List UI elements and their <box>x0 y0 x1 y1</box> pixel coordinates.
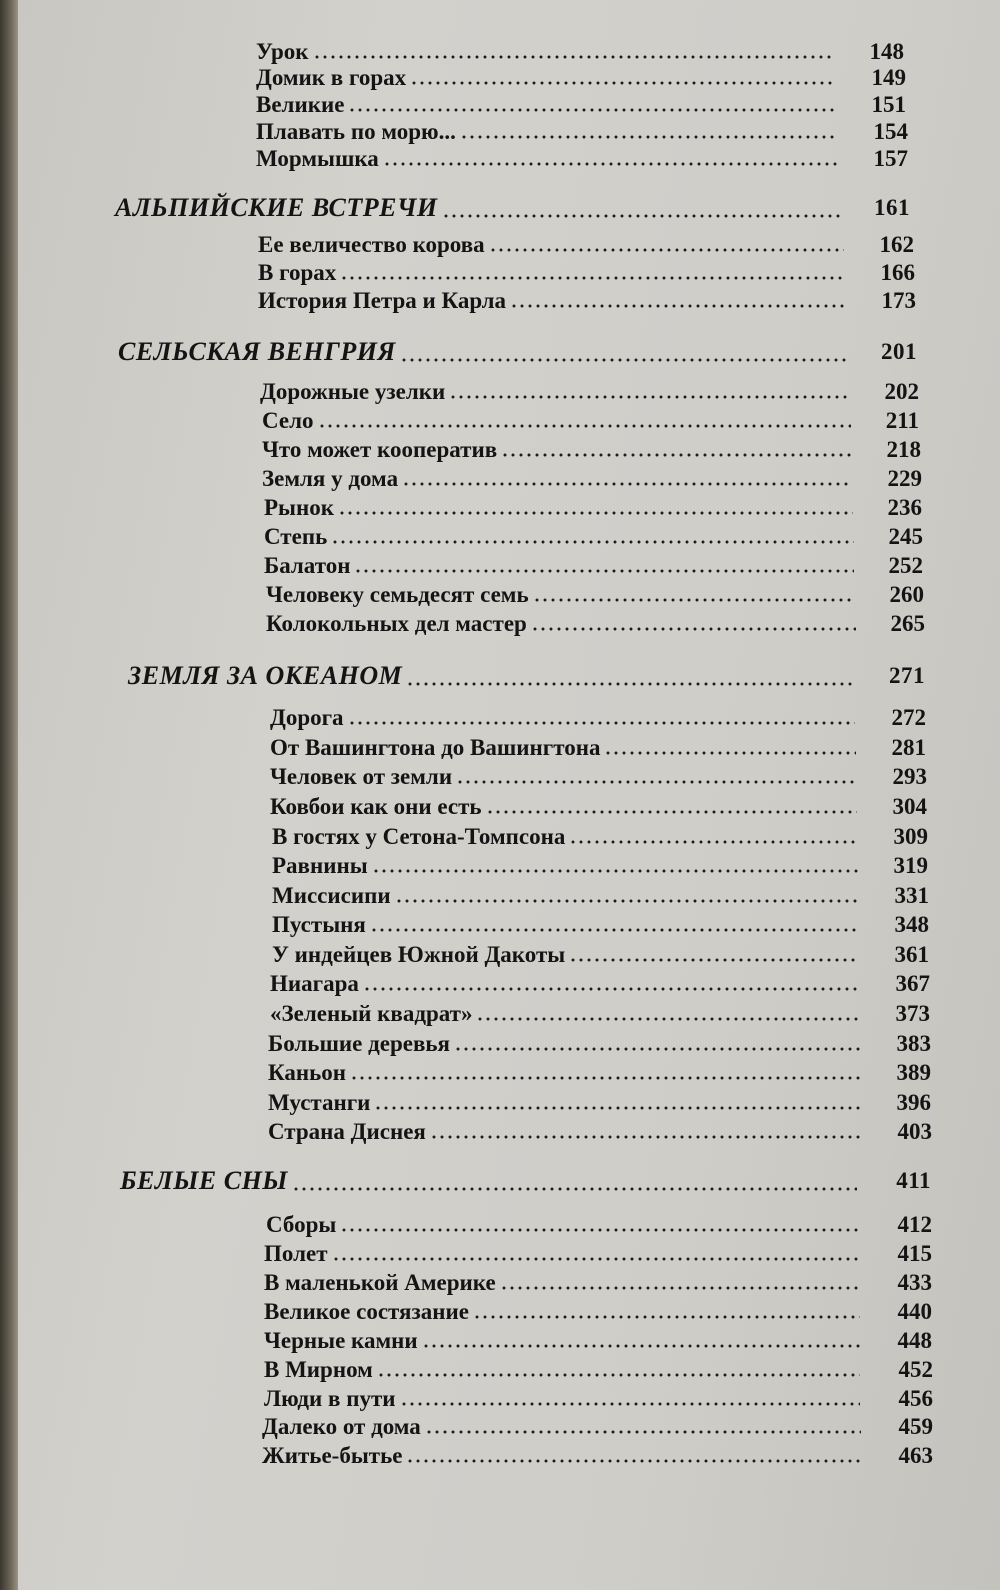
toc-entry-page-number: 304 <box>892 794 927 819</box>
section-heading-title: АЛЬПИЙСКИЕ ВСТРЕЧИ <box>115 193 438 222</box>
toc-entry-page-number: 448 <box>897 1328 932 1353</box>
toc-entry <box>264 522 923 550</box>
toc-entry <box>262 1412 933 1440</box>
dot-leader <box>340 1228 858 1232</box>
toc-entry <box>272 822 928 850</box>
toc-entry-page-number: 331 <box>894 883 929 908</box>
toc-entry-page-number: 383 <box>896 1031 931 1056</box>
dot-leader <box>331 540 853 544</box>
toc-entry-page-number: 245 <box>888 524 923 549</box>
toc-entry-page-number: 348 <box>894 912 929 937</box>
dot-leader <box>338 511 852 515</box>
dot-leader <box>531 627 856 631</box>
dot-leader <box>449 395 848 399</box>
toc-entry <box>264 1355 933 1383</box>
toc-entry-page-number: 229 <box>887 466 922 491</box>
toc-entry-title: Далеко от дома <box>262 1414 421 1439</box>
toc-entry <box>258 230 914 258</box>
toc-entry-title: Каньон <box>268 1060 347 1085</box>
dot-leader <box>473 1315 860 1319</box>
toc-entry-title: Домик в горах <box>256 65 407 90</box>
dot-leader <box>425 1430 861 1434</box>
toc-entry <box>270 999 930 1027</box>
toc-entry-page-number: 459 <box>898 1414 933 1439</box>
toc-entry <box>270 703 926 731</box>
dot-leader <box>292 1187 857 1191</box>
dot-leader <box>489 248 844 252</box>
toc-entry <box>264 1239 932 1267</box>
toc-entry-title: Земля у дома <box>262 466 399 491</box>
dot-leader <box>313 55 834 59</box>
toc-entry <box>270 969 930 997</box>
toc-entry-page-number: 440 <box>897 1299 932 1324</box>
toc-entry-title: Пустыня <box>272 912 366 937</box>
toc-entry-page-number: 412 <box>897 1212 932 1237</box>
dot-leader <box>454 1047 860 1051</box>
toc-entry-page-number: 396 <box>896 1090 931 1115</box>
dot-leader <box>402 482 851 486</box>
toc-entry-title: Балатон <box>264 553 351 578</box>
toc-entry <box>264 1326 932 1354</box>
dot-leader <box>406 1459 860 1463</box>
dot-leader <box>604 751 855 755</box>
toc-entry <box>262 435 921 463</box>
toc-entry-page-number: 211 <box>885 408 919 433</box>
toc-entry <box>266 580 924 608</box>
toc-entry <box>262 1441 933 1469</box>
toc-entry-title: Великое состязание <box>264 1299 469 1324</box>
toc-entry <box>260 377 919 405</box>
toc-entry-page-number: 166 <box>880 260 915 285</box>
toc-entry-page-number: 151 <box>871 92 906 117</box>
dot-leader <box>350 1076 859 1080</box>
toc-entry <box>258 286 916 314</box>
dot-leader <box>363 987 860 991</box>
toc-entry-title: Рынок <box>264 495 335 520</box>
toc-entry-title: Страна Диснея <box>268 1119 426 1144</box>
toc-entry-page-number: 309 <box>893 824 928 849</box>
toc-entry <box>270 733 926 761</box>
toc-entry <box>270 792 927 820</box>
toc-entry <box>268 1117 932 1145</box>
toc-entry <box>258 258 915 286</box>
toc-entry-page-number: 265 <box>890 611 925 636</box>
dot-leader <box>374 1106 860 1110</box>
toc-entry-page-number: 149 <box>871 65 906 90</box>
toc-entry-title: История Петра и Карла <box>258 288 507 313</box>
toc-entry <box>268 1088 931 1116</box>
toc-entry-title: Ковбои как они есть <box>270 794 482 819</box>
toc-entry-title: Ее величество корова <box>258 232 485 257</box>
toc-entry <box>268 1058 931 1086</box>
toc-entry <box>256 90 906 118</box>
toc-entry-page-number: 367 <box>895 971 930 996</box>
toc-entry-title: Колокольных дел мастер <box>266 611 527 636</box>
toc-entry <box>256 117 908 145</box>
toc-entry <box>264 493 922 521</box>
toc-entry-title: Люди в пути <box>264 1386 396 1411</box>
toc-entry-title: Урок <box>256 39 309 64</box>
dot-leader <box>395 899 859 903</box>
toc-entry-page-number: 403 <box>897 1119 932 1144</box>
toc-entry <box>266 1210 932 1238</box>
dot-leader <box>442 214 840 218</box>
toc-entry <box>270 762 927 790</box>
dot-leader <box>422 1344 860 1348</box>
section-heading <box>118 336 917 368</box>
toc-entry <box>262 464 922 492</box>
toc-entry-title: У индейцев Южной Дакоты <box>272 942 566 967</box>
dot-leader <box>533 598 855 602</box>
toc-entry-title: Миссисипи <box>272 883 391 908</box>
dot-leader <box>569 958 858 962</box>
toc-entry-page-number: 319 <box>893 853 928 878</box>
toc-entry-title: В гостях у Сетона-Томпсона <box>272 824 566 849</box>
dot-leader <box>400 358 846 362</box>
toc-entry-page-number: 415 <box>897 1241 932 1266</box>
toc-entry-title: Ниагара <box>270 971 359 996</box>
dot-leader <box>406 682 852 686</box>
section-heading-page-number: 161 <box>874 195 910 220</box>
toc-entry-page-number: 236 <box>887 495 922 520</box>
toc-entry-title: Черные камни <box>264 1328 418 1353</box>
section-heading-title: БЕЛЫЕ СНЫ <box>120 1166 289 1195</box>
toc-entry-title: В маленькой Америке <box>264 1270 496 1295</box>
dot-leader <box>370 928 859 932</box>
dot-leader <box>456 780 855 784</box>
section-heading-page-number: 411 <box>896 1168 931 1193</box>
toc-entry-page-number: 252 <box>888 553 923 578</box>
toc-entry-page-number: 260 <box>889 582 924 607</box>
toc-entry-page-number: 218 <box>886 437 921 462</box>
toc-entry-title: «Зеленый квадрат» <box>270 1001 473 1026</box>
toc-entry-page-number: 162 <box>879 232 914 257</box>
section-heading <box>115 192 910 224</box>
dot-leader <box>410 81 834 85</box>
toc-entry-title: Дорожные узелки <box>260 379 446 404</box>
toc-entry <box>266 609 925 637</box>
toc-entry-title: Житье-бытье <box>262 1443 403 1468</box>
toc-entry-page-number: 433 <box>897 1270 932 1295</box>
toc-entry-title: Великие <box>256 92 345 117</box>
toc-entry-page-number: 272 <box>891 705 926 730</box>
dot-leader <box>501 453 850 457</box>
toc-entry-title: В горах <box>258 260 337 285</box>
section-heading <box>128 660 925 692</box>
dot-leader <box>510 304 845 308</box>
toc-entry-title: Плавать по морю... <box>256 119 456 144</box>
toc-entry-page-number: 173 <box>881 288 916 313</box>
toc-entry-page-number: 361 <box>894 942 929 967</box>
toc-entry-title: Полет <box>264 1241 328 1266</box>
toc-entry <box>262 406 919 434</box>
toc-entry-title: Мормышка <box>256 146 379 171</box>
dot-leader <box>430 1135 861 1139</box>
dot-leader <box>348 108 835 112</box>
dot-leader <box>500 1286 859 1290</box>
toc-entry <box>268 1029 931 1057</box>
toc-entry-page-number: 157 <box>873 146 908 171</box>
toc-entry <box>272 910 929 938</box>
section-heading-title: СЕЛЬСКАЯ ВЕНГРИЯ <box>118 337 396 366</box>
toc-entry-title: Степь <box>264 524 328 549</box>
toc-entry <box>264 1268 932 1296</box>
dot-leader <box>372 869 858 873</box>
dot-leader <box>377 1373 860 1377</box>
toc-entry-page-number: 202 <box>884 379 919 404</box>
dot-leader <box>332 1257 859 1261</box>
toc-entry <box>264 551 923 579</box>
toc-entry <box>272 940 929 968</box>
toc-entry-title: Дорога <box>270 705 344 730</box>
dot-leader <box>318 424 851 428</box>
toc-entry-title: Село <box>262 408 314 433</box>
dot-leader <box>476 1017 859 1021</box>
toc-entry <box>256 63 906 91</box>
dot-leader <box>340 276 843 280</box>
section-heading-title: ЗЕМЛЯ ЗА ОКЕАНОМ <box>128 661 403 690</box>
toc-entry <box>272 851 928 879</box>
toc-entry-title: Большие деревья <box>268 1031 450 1056</box>
toc-entry-page-number: 456 <box>898 1386 933 1411</box>
toc-entry-title: Что может кооператив <box>262 437 498 462</box>
toc-entry-page-number: 452 <box>898 1357 933 1382</box>
toc-entry <box>256 144 908 172</box>
toc-entry-page-number: 463 <box>898 1443 933 1468</box>
section-heading-page-number: 271 <box>889 663 925 688</box>
toc-entry-title: Человек от земли <box>270 764 453 789</box>
dot-leader <box>460 135 838 139</box>
toc-entry-page-number: 154 <box>873 119 908 144</box>
toc-entry-title: От Вашингтона до Вашингтона <box>270 735 601 760</box>
dot-leader <box>354 569 853 573</box>
section-heading <box>120 1165 931 1197</box>
toc-entry-page-number: 389 <box>896 1060 931 1085</box>
toc-entry <box>264 1297 932 1325</box>
toc-entry-title: В Мирном <box>264 1357 373 1382</box>
toc-entry-page-number: 148 <box>869 39 904 64</box>
toc-entry-title: Равнины <box>272 853 368 878</box>
toc-entry-page-number: 281 <box>891 735 926 760</box>
section-heading-page-number: 201 <box>881 339 917 364</box>
dot-leader <box>348 721 855 725</box>
toc-entry <box>264 1384 933 1412</box>
toc-entry-title: Мустанги <box>268 1090 371 1115</box>
dot-leader <box>383 162 839 166</box>
toc-entry-title: Сборы <box>266 1212 337 1237</box>
toc-entry <box>272 881 929 909</box>
dot-leader <box>400 1402 860 1406</box>
toc-entry-title: Человеку семьдесят семь <box>266 582 529 607</box>
toc-entry-page-number: 373 <box>895 1001 930 1026</box>
toc-entry-page-number: 293 <box>892 764 927 789</box>
toc-entry <box>256 37 904 65</box>
dot-leader <box>569 840 857 844</box>
dot-leader <box>486 810 857 814</box>
